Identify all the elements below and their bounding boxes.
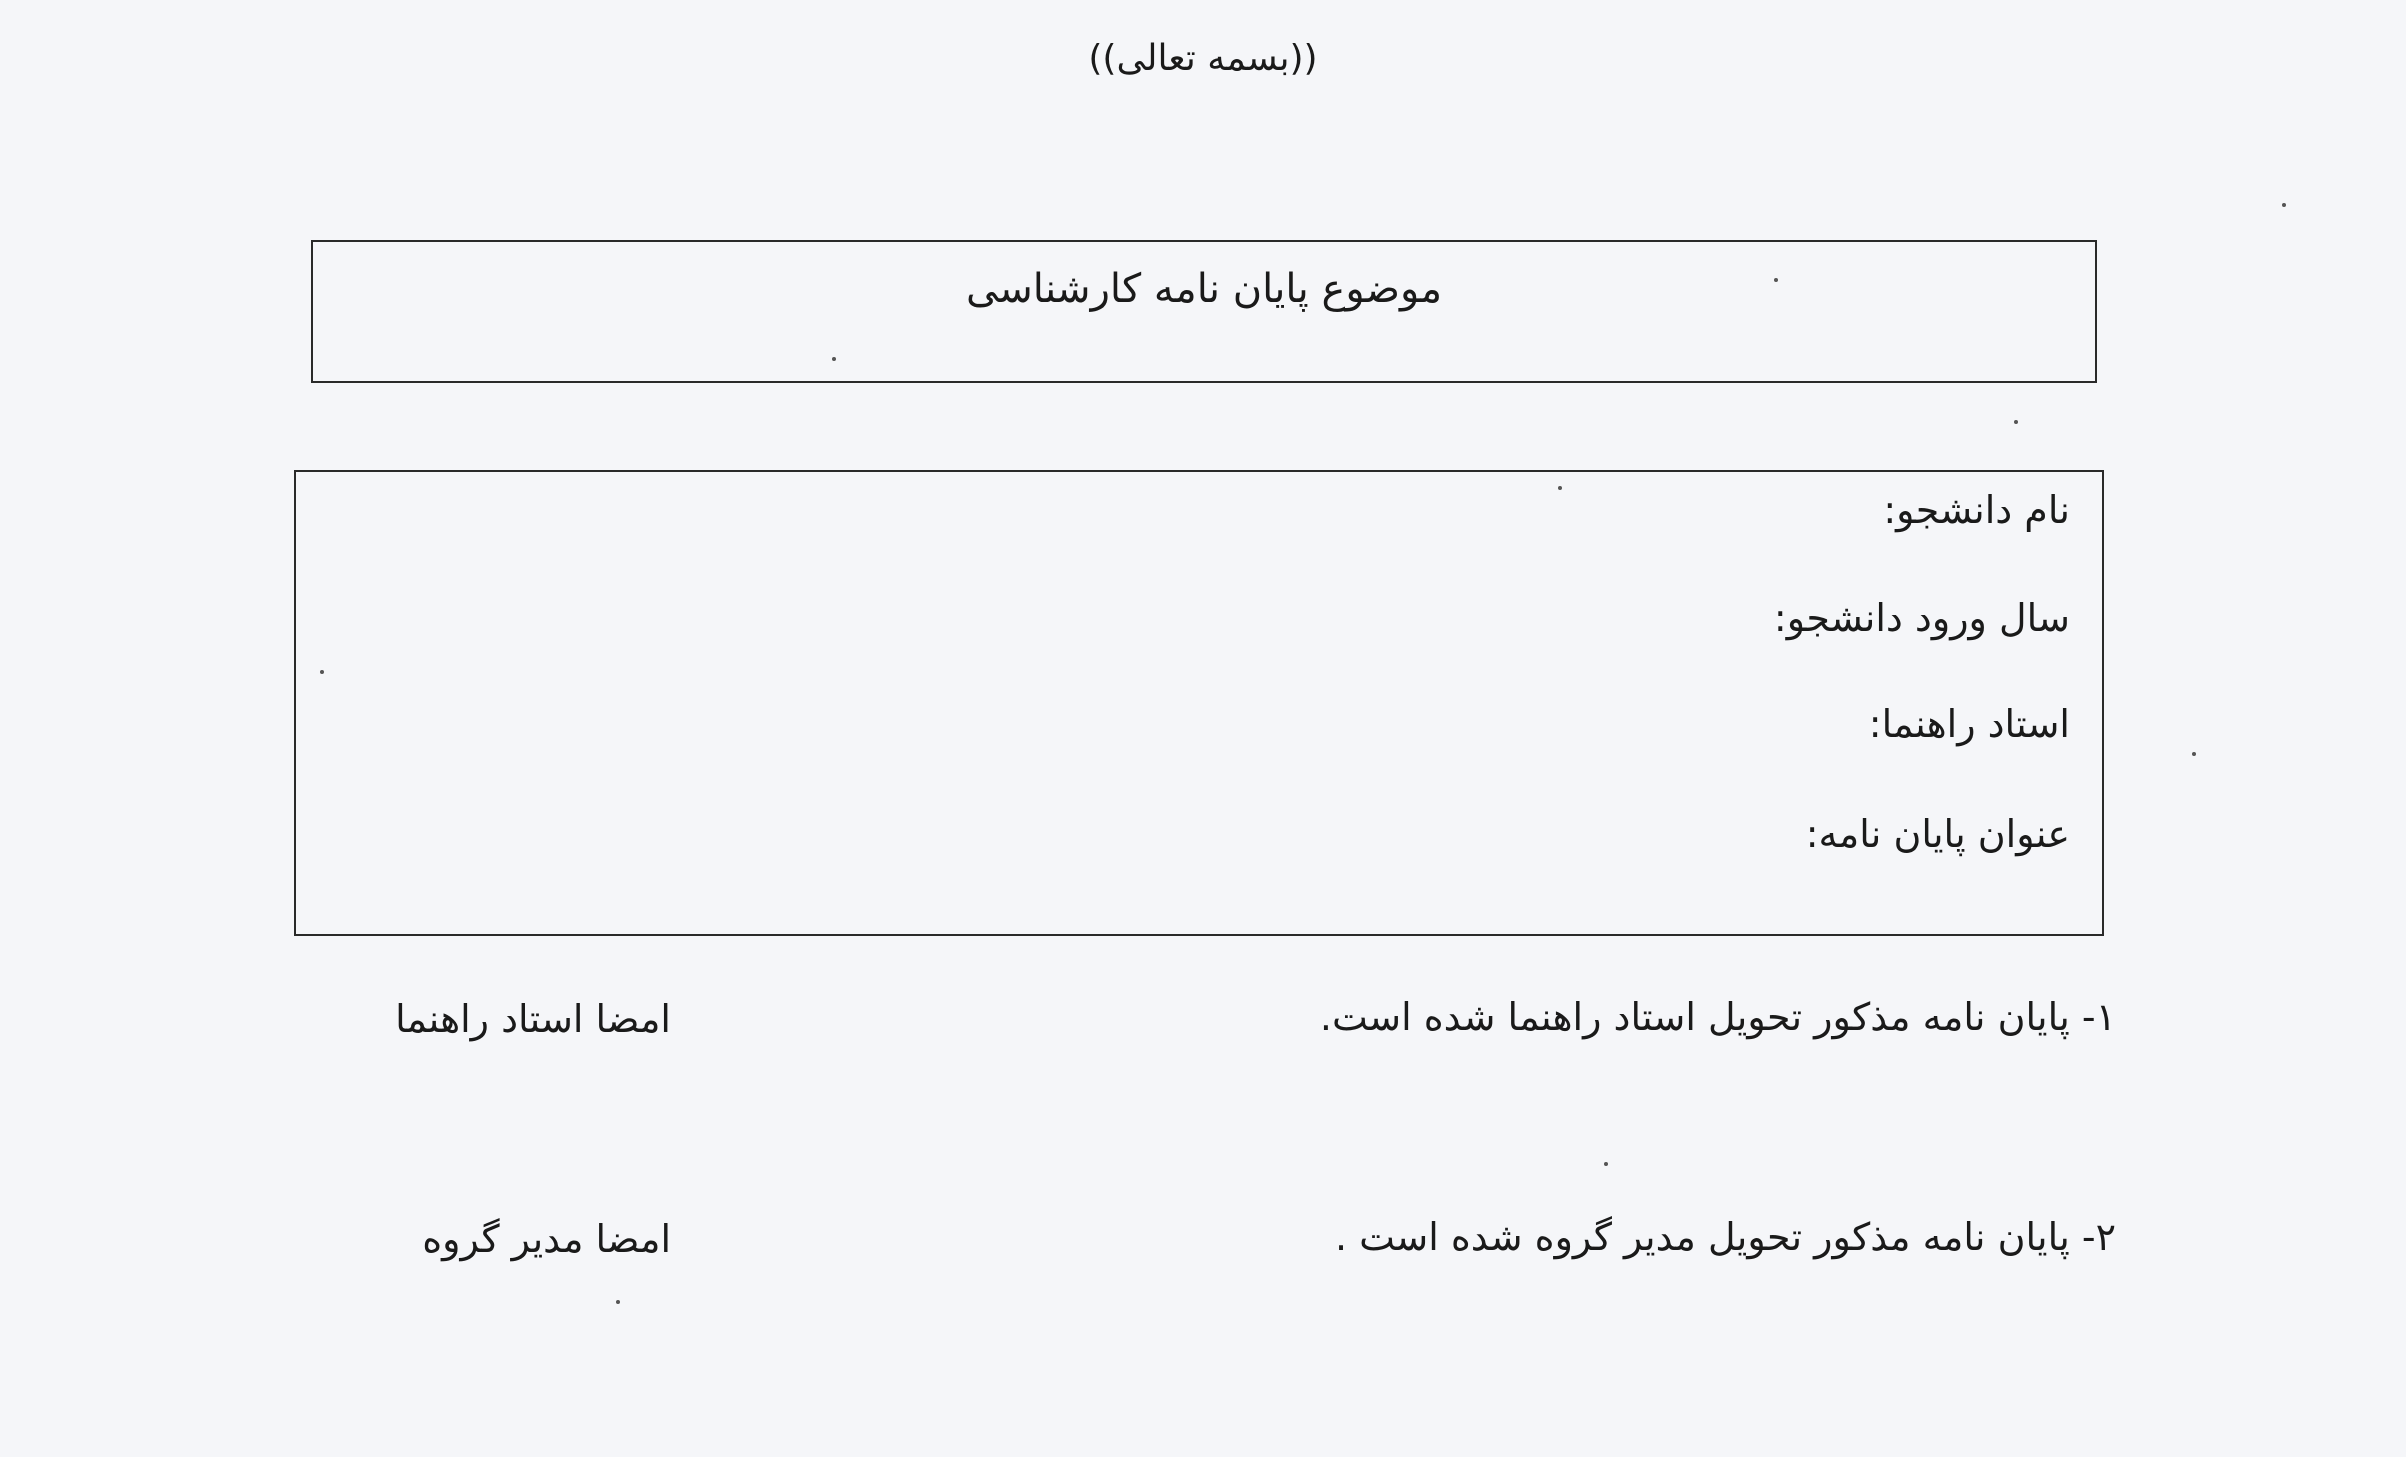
field-student-name: نام دانشجو: (1883, 488, 2070, 532)
scan-speck (1604, 1162, 1608, 1166)
scan-speck (320, 670, 324, 674)
scan-speck (1774, 278, 1778, 282)
field-thesis-title: عنوان پایان نامه: (1805, 812, 2070, 856)
signature-supervisor: امضا استاد راهنما (395, 997, 671, 1041)
student-info-box (294, 470, 2104, 936)
signature-head: امضا مدیر گروه (422, 1217, 671, 1261)
header-invocation: ((بسمه تعالی)) (1088, 38, 1318, 79)
scan-speck (2282, 203, 2286, 207)
thesis-title-box (311, 240, 2097, 383)
scan-speck (616, 1300, 620, 1304)
field-entry-year: سال ورود دانشجو: (1773, 596, 2070, 640)
scan-speck (832, 357, 836, 361)
thesis-title: موضوع پایان نامه کارشناسی (965, 266, 1443, 312)
field-supervisor: استاد راهنما: (1868, 702, 2070, 746)
statement-supervisor-delivery: ۱- پایان نامه مذکور تحویل استاد راهنما شده است. (1319, 995, 2116, 1039)
scan-speck (2192, 752, 2196, 756)
statement-head-delivery: ۲- پایان نامه مذکور تحویل مدیر گروه شده است . (1334, 1215, 2116, 1259)
scan-speck (1558, 486, 1562, 490)
scan-speck (2014, 420, 2018, 424)
